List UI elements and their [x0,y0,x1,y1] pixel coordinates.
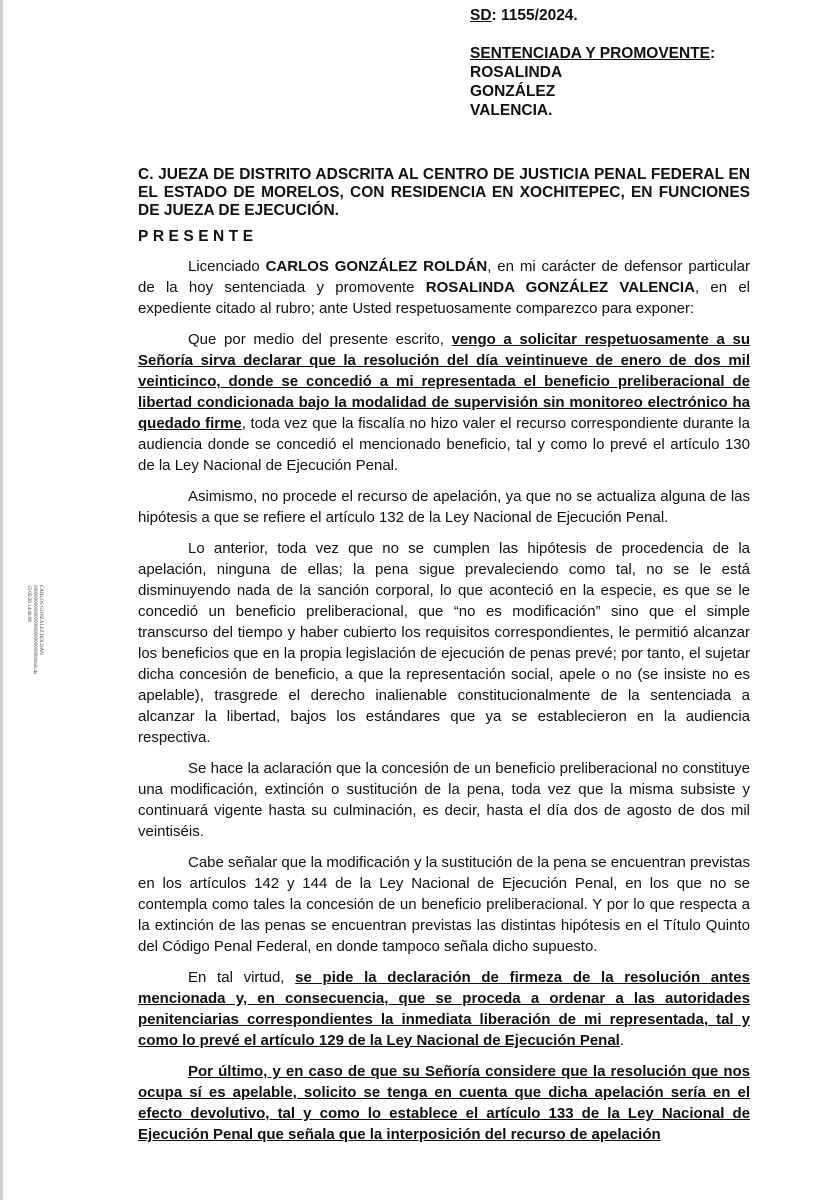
party-name: ROSALINDA GONZÁLEZ VALENCIA. [470,64,562,119]
stamp-line-2: 0000000000000000000000000000000a5c4a [32,585,37,675]
paragraph-intro [138,256,750,319]
p1-text-e: , en el expediente citado al rubro; ante Usted respetuosamente comparezco para exponer: [138,279,750,317]
paragraph-final: Por último, y en caso de que su Señoría considere que la resolución que nos ocupa sí es apelable, solicito se tenga en cuenta que dicha apelación sería en el efecto devolutivo, tal y como lo establece el artículo 133 de la Ley Nacional de Ejecución Penal que señala que la interposición del recurso de apelación [138,1063,750,1143]
document-body [138,256,750,1155]
p1-text-c: , en mi carácter de defensor particular de la hoy sentenciada y promovente [138,258,751,296]
presente-heading: PRESENTE [138,228,258,245]
party-label: SENTENCIADA Y PROMOVENTE [470,45,711,62]
paragraph-clarification: Se hace la aclaración que la concesión de un beneficio preliberacional no constituye una modificación, extinción o sustitución de la pena, toda vez que la misma subsiste y continuará vigente hasta su culminación, es decir, hasta el día dos de agosto de dos mil veintiséis. [138,760,750,840]
case-header [470,6,800,120]
page-edge [0,0,3,1200]
party-colon: : [710,45,716,62]
p2-text-a: Que por medio del presente escrito, [188,331,452,348]
stamp-line-3: 15/05/26 14:40:08 [26,585,31,622]
paragraph-articles: Cabe señalar que la modificación y la sustitución de la pena se encuentran previstas en los artículos 142 y 144 de la Ley Nacional de Ejecución Penal, en los que no se contempla como tales la concesión de un beneficio preliberacional. Y por lo que respecta a la extinción de las penas se encuentran previstas las distintas hipótesis en el Título Quinto del Código Penal Federal, en donde tampoco señala dicho supuesto. [138,854,751,955]
paragraph-reasoning: Lo anterior, toda vez que no se cumplen las hipótesis de procedencia de la apelación, ninguna de ellas; la pena sigue prevaleciendo como tal, no se le está disminuyendo nada de la sanción corporal, lo que aconteció en la especie, es que se le concedió un beneficio preliberacional, que “no es modificación” sino que el simple transcurso del tiempo y haber cubierto los requisitos correspondientes, le permitió alcanzar los beneficios que en la propia legislación de ejecución de penas prevé; por tanto, el sujetar dicha concesión de beneficio, a que la representación social, apele o no (se insiste no es apelable), trasgrede el derecho inalienable constitucionalmente de la sentenciada a alcanzar la libertad, bajos los estándares que ya se establecieron en la audiencia respectiva. [138,540,750,746]
paragraph-appeal: Asimismo, no procede el recurso de apelación, ya que no se actualiza alguna de las hipótesis a que se refiere el artículo 132 de la Ley Nacional de Ejecución Penal. [138,488,750,526]
p7-text-a: En tal virtud, [188,969,296,986]
p2-text-c: , toda vez que la fiscalía no hizo valer el recurso correspondiente durante la audiencia donde se concedió el mencionado beneficio, tal y como lo prevé el artículo 130 de la Ley Nacional de Ejecución Penal. [138,415,750,474]
p1-text-a: Licenciado [188,258,266,275]
p1-lawyer-name: CARLOS GONZÁLEZ ROLDÁN [265,258,488,275]
digital-signature-stamp [25,585,43,695]
p2-request-emphasis: vengo a solicitar respetuosamente a su Señoría sirva declarar que la resolución del día veintinueve de enero de dos mil veinticinco, donde se concedió a mi representada el beneficio preliberacional de libertad condicionada bajo la modalidad de supervisión sin monitoreo electrónico ha quedado firme [138,331,750,432]
p7-text-c: . [619,1032,625,1049]
party-line [470,44,800,63]
p1-client-name: ROSALINDA GONZÁLEZ VALENCIA [425,279,695,296]
case-number [470,6,800,25]
paragraph-request [138,329,750,476]
paragraph-petition [138,967,750,1051]
stamp-line-1: CARLOS GONZALEZ ROLDAN [38,585,43,655]
p7-petition-emphasis: se pide la declaración de firmeza de la resolución antes mencionada y, en consecuencia, que se proceda a ordenar a las autoridades penitenciarias correspondientes la inmediata liberación de mi representada, tal y como lo prevé el artículo 129 de la Ley Nacional de Ejecución Penal [138,969,750,1049]
case-number-label: SD [470,7,492,24]
case-number-value: : 1155/2024. [491,7,578,24]
addressee: C. JUEZA DE DISTRITO ADSCRITA AL CENTRO DE JUSTICIA PENAL FEDERAL EN EL ESTADO DE MORELOS, CON RESIDENCIA EN XOCHITEPEC, EN FUNCIONES DE JUEZA DE EJECUCIÓN. [138,166,750,219]
